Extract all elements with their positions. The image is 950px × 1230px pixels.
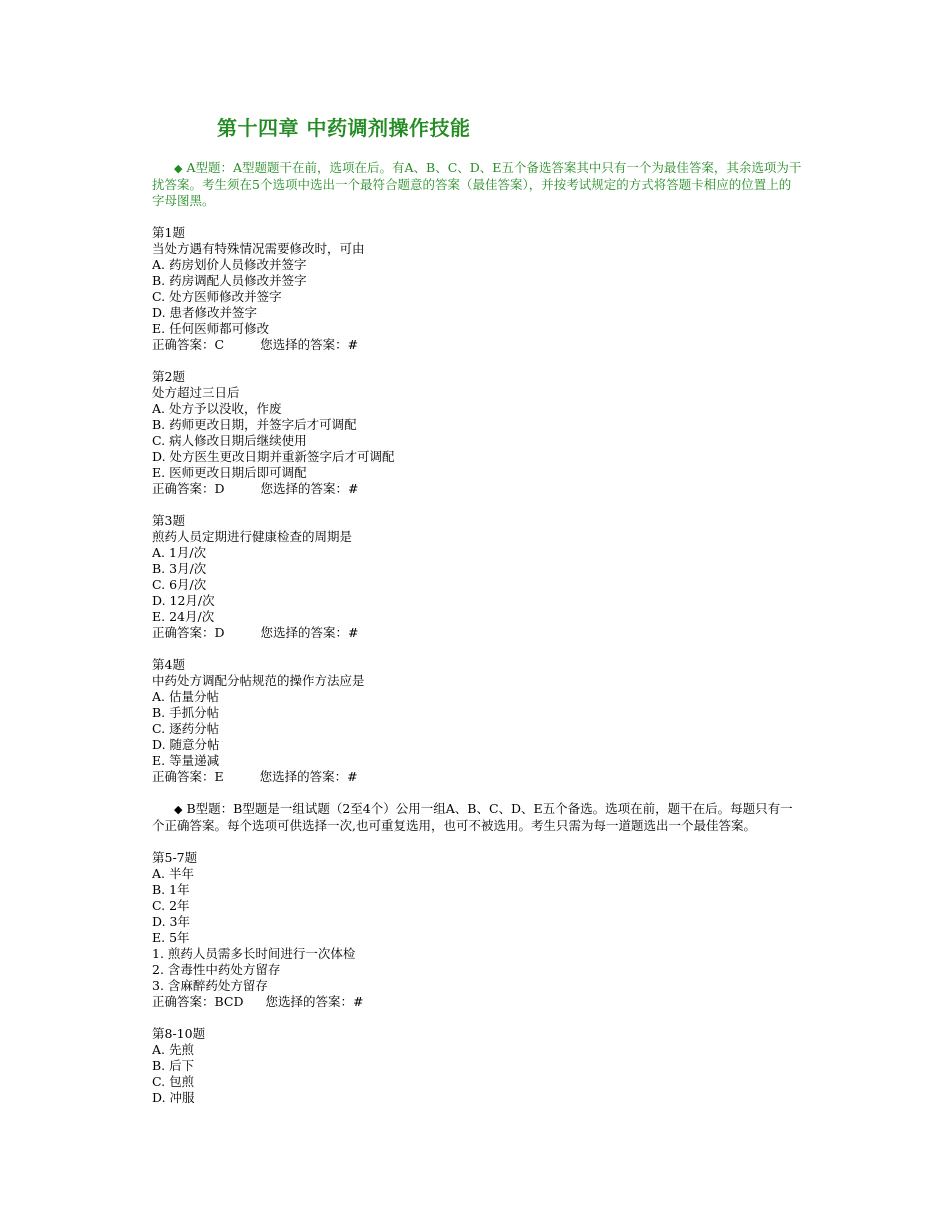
correct-answer: 正确答案：D [152, 625, 225, 640]
chapter-title: 第十四章 中药调剂操作技能 [217, 116, 471, 140]
option-d: D. 冲服 [152, 1090, 195, 1105]
option-d: D. 3年 [152, 914, 190, 929]
option-a: A. 药房划价人员修改并签字 [152, 257, 307, 272]
option-b: B. 药房调配人员修改并签字 [152, 273, 307, 288]
sub-question-stem: 1. 煎药人员需多长时间进行一次体检 [152, 946, 356, 961]
option-c: C. 包煎 [152, 1074, 195, 1089]
option-a: A. 1月/次 [152, 545, 207, 560]
option-c: C. 处方医师修改并签字 [152, 289, 282, 304]
sub-question-stem: 2. 含毒性中药处方留存 [152, 962, 281, 977]
option-e: E. 医师更改日期后即可调配 [152, 465, 307, 480]
option-d: D. 处方医生更改日期并重新签字后才可调配 [152, 449, 395, 464]
section-b-text: B型题：B型题是一组试题（2至4个）公用一组A、B、C、D、E五个备选。选项在前，题干在后。每题只有一个正确答案。每个选项可供选择一次,也可重复选用，也可不被选用。考生只需为每一道题选出一个最佳答案。 [152, 801, 793, 833]
option-a: A. 估量分帖 [152, 689, 219, 704]
answer-row [152, 481, 802, 497]
option-d: D. 12月/次 [152, 593, 215, 608]
section-a-intro [152, 160, 802, 209]
option-e: E. 5年 [152, 930, 190, 945]
your-answer: 您选择的答案：# [260, 625, 359, 640]
option-a: A. 处方予以没收，作废 [152, 401, 282, 416]
question-number: 第2题 [152, 369, 185, 384]
question-block [152, 513, 802, 641]
question-stem: 中药处方调配分帖规范的操作方法应是 [152, 673, 365, 688]
question-stem: 当处方遇有特殊情况需要修改时，可由 [152, 241, 365, 256]
correct-answer: 正确答案：BCD [152, 994, 244, 1009]
your-answer: 您选择的答案：# [260, 481, 359, 496]
diamond-bullet-icon: ◆ [174, 803, 183, 816]
correct-answer: 正确答案：C [152, 337, 225, 352]
correct-answer: 正确答案：E [152, 769, 224, 784]
your-answer: 您选择的答案：# [260, 337, 359, 352]
question-number: 第4题 [152, 657, 185, 672]
option-a: A. 先煎 [152, 1042, 194, 1057]
section-b-intro [152, 801, 802, 834]
question-group [152, 850, 802, 1010]
sub-question-stem: 3. 含麻醉药处方留存 [152, 978, 268, 993]
question-block [152, 369, 802, 497]
option-e: E. 24月/次 [152, 609, 215, 624]
question-stem: 煎药人员定期进行健康检查的周期是 [152, 529, 353, 544]
question-group [152, 1026, 802, 1106]
option-b: B. 1年 [152, 882, 190, 897]
option-d: D. 随意分帖 [152, 737, 220, 752]
question-number: 第3题 [152, 513, 185, 528]
answer-row [152, 994, 802, 1010]
option-e: E. 任何医师都可修改 [152, 321, 270, 336]
section-a-text: A型题：A型题题干在前，选项在后。有A、B、C、D、E五个备选答案其中只有一个为最佳答案，其余选项为干扰答案。考生须在5个选项中选出一个最符合题意的答案（最佳答案），并按考试规定的方式将答题卡相应的位置上的字母图黑。 [152, 160, 802, 208]
correct-answer: 正确答案：D [152, 481, 225, 496]
option-d: D. 患者修改并签字 [152, 305, 258, 320]
option-b: B. 手抓分帖 [152, 705, 220, 720]
your-answer: 您选择的答案：# [259, 769, 358, 784]
group-number: 第5-7题 [152, 850, 198, 865]
question-block [152, 657, 802, 785]
diamond-bullet-icon: ◆ [174, 162, 183, 175]
group-number: 第8-10题 [152, 1026, 206, 1041]
option-c: C. 6月/次 [152, 577, 207, 592]
answer-row [152, 625, 802, 641]
option-b: B. 后下 [152, 1058, 195, 1073]
document-body [152, 160, 802, 1122]
answer-row [152, 769, 802, 785]
your-answer: 您选择的答案：# [265, 994, 364, 1009]
option-b: B. 药师更改日期，并签字后才可调配 [152, 417, 357, 432]
option-e: E. 等量递减 [152, 753, 220, 768]
option-c: C. 病人修改日期后继续使用 [152, 433, 307, 448]
question-stem: 处方超过三日后 [152, 385, 240, 400]
option-c: C. 2年 [152, 898, 190, 913]
option-c: C. 逐药分帖 [152, 721, 220, 736]
question-number: 第1题 [152, 225, 185, 240]
answer-row [152, 337, 802, 353]
option-a: A. 半年 [152, 866, 194, 881]
option-b: B. 3月/次 [152, 561, 207, 576]
question-block [152, 225, 802, 353]
